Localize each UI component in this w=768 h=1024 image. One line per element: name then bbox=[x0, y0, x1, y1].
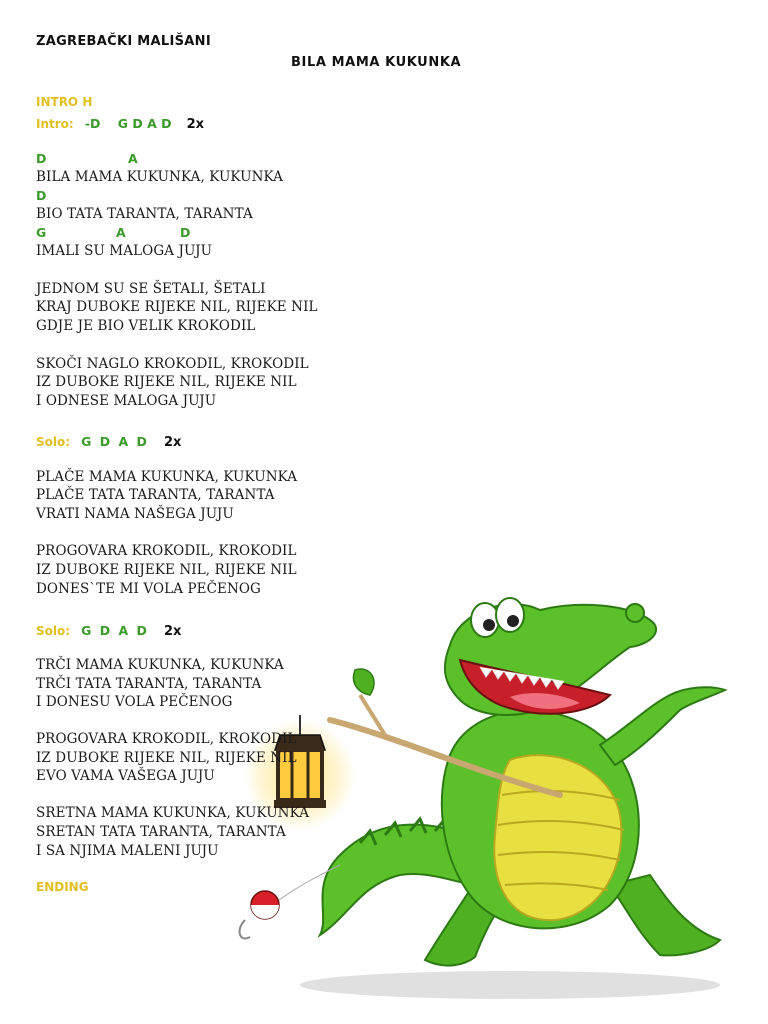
crocodile-eye bbox=[471, 603, 499, 637]
lyric-line: I ODNESE MALOGA JUJU bbox=[36, 393, 217, 409]
lyric-line: I DONESU VOLA PEČENOG bbox=[36, 694, 233, 710]
chord: D bbox=[36, 151, 47, 166]
lyric-line: GDJE JE BIO VELIK KROKODIL bbox=[36, 318, 256, 334]
song-title: BILA MAMA KUKUNKA bbox=[291, 55, 462, 70]
ending-label: ENDING bbox=[36, 880, 89, 894]
lyric-line: IZ DUBOKE RIJEKE NIL, RIJEKE NIL bbox=[36, 374, 297, 390]
lyric-line: KRAJ DUBOKE RIJEKE NIL, RIJEKE NIL bbox=[36, 299, 318, 315]
lyric-line: TRČI MAMA KUKUNKA, KUKUNKA bbox=[36, 657, 284, 673]
lyric-line: EVO VAMA VAŠEGA JUJU bbox=[36, 768, 215, 784]
chord: D bbox=[36, 188, 47, 203]
lyric-line: IZ DUBOKE RIJEKE NIL, RIJEKE NIL bbox=[36, 750, 297, 766]
lyric-line: JEDNOM SU SE ŠETALI, ŠETALI bbox=[36, 281, 266, 297]
chord: G bbox=[36, 225, 47, 240]
intro-label: Intro: bbox=[36, 117, 74, 131]
lyric-line: I SA NJIMA MALENI JUJU bbox=[36, 843, 219, 859]
front-leg bbox=[610, 875, 720, 955]
solo-chords: G D A D bbox=[81, 623, 149, 638]
solo-repeat: 2x bbox=[163, 624, 182, 639]
pupil bbox=[507, 615, 519, 627]
lyric-line: SRETAN TATA TARANTA, TARANTA bbox=[36, 824, 286, 840]
lyric-line: BILA MAMA KUKUNKA, KUKUNKA bbox=[36, 169, 284, 185]
hook-icon bbox=[240, 920, 250, 939]
crocodile-eye bbox=[496, 598, 524, 632]
lyric-line: IMALI SU MALOGA JUJU bbox=[36, 243, 213, 259]
chord-row-1 bbox=[36, 151, 436, 167]
lyric-line: SRETNA MAMA KUKUNKA, KUKUNKA bbox=[36, 805, 310, 821]
shadow bbox=[300, 971, 720, 999]
intro-repeat: 2x bbox=[186, 117, 205, 132]
solo-chords: G D A D bbox=[81, 434, 149, 449]
lyric-line: PROGOVARA KROKODIL, KROKODIL bbox=[36, 543, 297, 559]
chord: D bbox=[180, 225, 191, 240]
bobber-white bbox=[251, 905, 279, 919]
pupil bbox=[483, 619, 495, 631]
lyric-line: IZ DUBOKE RIJEKE NIL, RIJEKE NIL bbox=[36, 562, 297, 578]
leaf-icon bbox=[353, 669, 374, 695]
lyric-line: PLAČE TATA TARANTA, TARANTA bbox=[36, 487, 275, 503]
chord-row-2 bbox=[36, 188, 436, 204]
solo-line-2 bbox=[36, 620, 181, 639]
nostril bbox=[626, 604, 644, 622]
crocodile-illustration bbox=[210, 585, 750, 1015]
lyric-line: PROGOVARA KROKODIL, KROKODIL bbox=[36, 731, 297, 747]
lyric-line: VRATI NAMA NAŠEGA JUJU bbox=[36, 506, 234, 522]
lyric-line: TRČI TATA TARANTA, TARANTA bbox=[36, 676, 262, 692]
lyric-line: SKOČI NAGLO KROKODIL, KROKODIL bbox=[36, 356, 309, 372]
chord: A bbox=[116, 225, 126, 240]
solo-line-1 bbox=[36, 431, 181, 450]
pointing-arm bbox=[600, 687, 725, 765]
lyric-line: BIO TATA TARANTA, TARANTA bbox=[36, 206, 253, 222]
intro-line bbox=[36, 113, 204, 132]
chord-row-3 bbox=[36, 225, 436, 241]
chord: A bbox=[128, 151, 138, 166]
solo-label: Solo: bbox=[36, 624, 71, 638]
lyric-line: DONES`TE MI VOLA PEČENOG bbox=[36, 581, 261, 597]
intro-h-label: INTRO H bbox=[36, 95, 93, 109]
artist-name: ZAGREBAČKI MALIŠANI bbox=[36, 34, 211, 49]
lyric-line: PLAČE MAMA KUKUNKA, KUKUNKA bbox=[36, 469, 298, 485]
solo-repeat: 2x bbox=[163, 435, 182, 450]
intro-chords: -D G D A D bbox=[84, 116, 172, 131]
solo-label: Solo: bbox=[36, 435, 71, 449]
